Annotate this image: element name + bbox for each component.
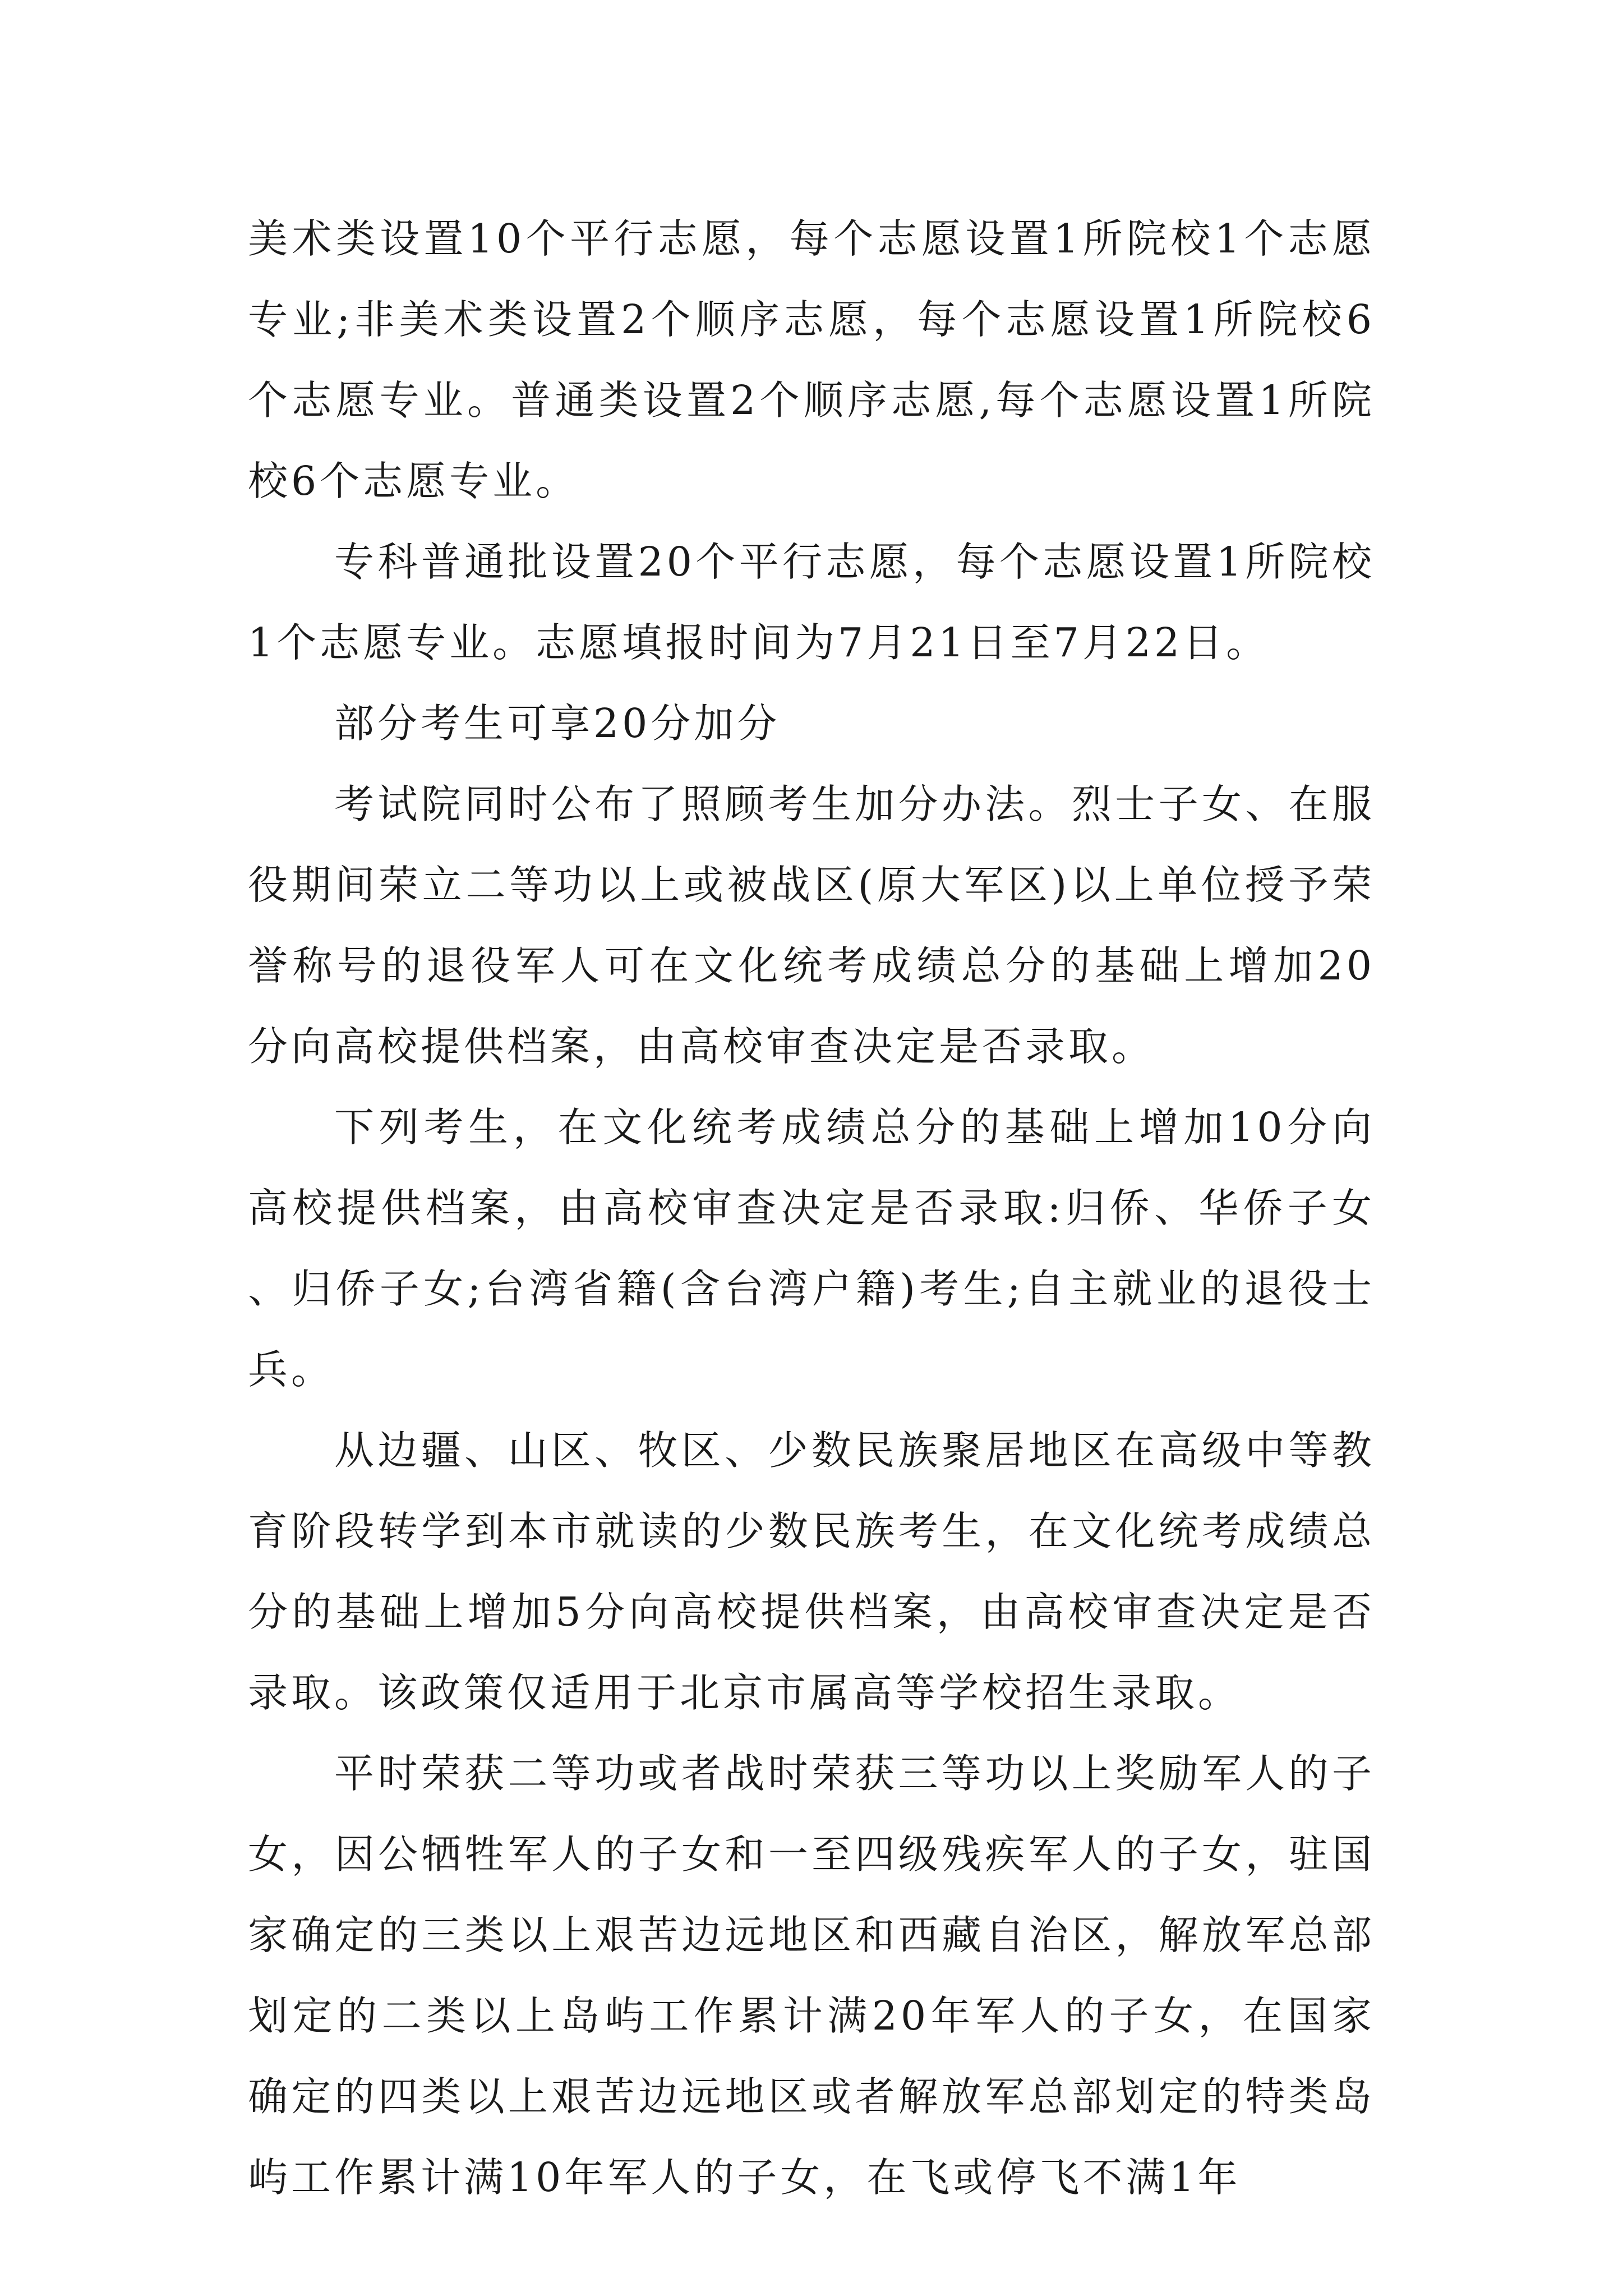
paragraph-art-volunteers: 美术类设置10个平行志愿，每个志愿设置1所院校1个志愿专业;非美术类设置2个顺序志愿，每个志愿设置1所院校6个志愿专业。普通类设置2个顺序志愿,每个志愿设置1所院校6个志愿专业。 (248, 215, 1375, 504)
paragraph-military-children: 平时荣获二等功或者战时荣获三等功以上奖励军人的子女，因公牺牲军人的子女和一至四级残疾军人的子女，驻国家确定的三类以上艰苦边远地区和西藏自治区，解放军总部划定的二类以上岛屿工作累计满20年军人的子女，在国家确定的四类以上艰苦边远地区或者解放军总部划定的特类岛屿工作累计满10年军人的子女，在飞或停飞不满1年 (248, 1750, 1375, 2201)
paragraph-10-point-bonus: 下列考生，在文化统考成绩总分的基础上增加10分向高校提供档案，由高校审查决定是否录取:归侨、华侨子女、归侨子女;台湾省籍(含台湾户籍)考生;自主就业的退役士兵。 (248, 1104, 1375, 1393)
section-heading-bonus-points: 部分考生可享20分加分 (334, 700, 781, 747)
paragraph-5-point-bonus: 从边疆、山区、牧区、少数民族聚居地区在高级中等教育阶段转学到本市就读的少数民族考生，在文化统考成绩总分的基础上增加5分向高校提供档案，由高校审查决定是否录取。该政策仅适用于北京市属高等学校招生录取。 (248, 1427, 1375, 1716)
document-body (248, 199, 1375, 2218)
paragraph-20-point-bonus: 考试院同时公布了照顾考生加分办法。烈士子女、在服役期间荣立二等功以上或被战区(原大军区)以上单位授予荣誉称号的退役军人可在文化统考成绩总分的基础上增加20分向高校提供档案，由高校审查决定是否录取。 (248, 781, 1375, 1070)
paragraph-vocational-batch: 专科普通批设置20个平行志愿，每个志愿设置1所院校1个志愿专业。志愿填报时间为7月21日至7月22日。 (248, 539, 1375, 666)
